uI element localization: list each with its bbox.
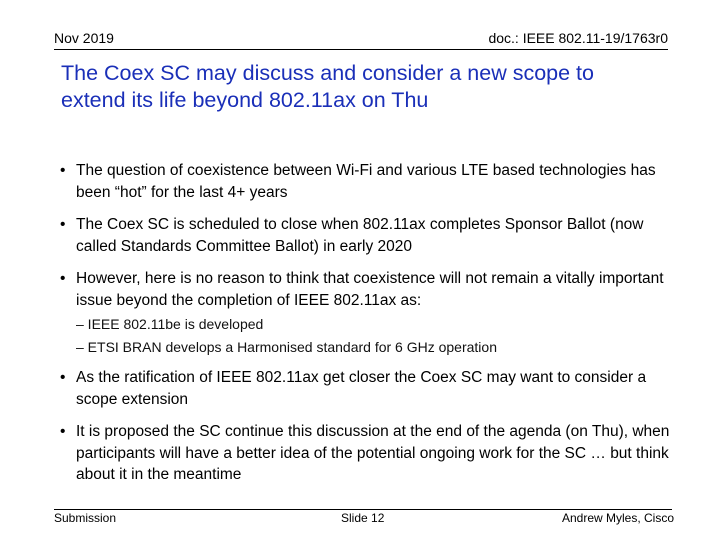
bullet-dot: • [60,216,66,233]
bullet-list [60,160,680,497]
bullet-dot: • [60,270,66,287]
footer-submission: Submission [54,511,117,525]
bullet-text: The question of coexistence between Wi-Fi and various LTE based technologies has been “hot” for the last 4+ years [76,162,656,201]
bullet-text: The Coex SC is scheduled to close when 802.11ax completes Sponsor Ballot (now called Standards Committee Ballot) in early 2020 [76,216,644,255]
bullet-item [60,268,680,311]
footer-divider [54,509,672,510]
sub-bullet-item: – ETSI BRAN develops a Harmonised standard for 6 GHz operation [76,339,497,355]
bullet-dot: • [60,423,66,440]
footer-slide-number: Slide 12 [341,511,385,525]
bullet-text: However, here is no reason to think that coexistence will not remain a vitally important issue beyond the completion of IEEE 802.11ax as: [76,270,664,309]
bullet-item [60,214,680,257]
bullet-text: As the ratification of IEEE 802.11ax get closer the Coex SC may want to consider a scope extension [76,369,647,408]
footer-author: Andrew Myles, Cisco [561,511,674,525]
sub-bullet-list [60,313,680,359]
bullet-text: It is proposed the SC continue this discussion at the end of the agenda (on Thu), when participants will have a better idea of the potential ongoing work for the SC … but think about it in the meantime [76,423,670,483]
header-date: Nov 2019 [54,30,114,46]
sub-bullet-item: – IEEE 802.11be is developed [76,316,264,332]
bullet-item [60,421,680,486]
bullet-item [60,160,680,203]
bullet-dot: • [60,369,66,386]
bullet-dot: • [60,162,66,179]
bullet-item [60,367,680,410]
header-doc-id: doc.: IEEE 802.11-19/1763r0 [488,30,668,46]
header-divider [54,49,668,50]
slide-title: The Coex SC may discuss and consider a new scope to extend its life beyond 802.11ax on Thu [61,61,594,112]
